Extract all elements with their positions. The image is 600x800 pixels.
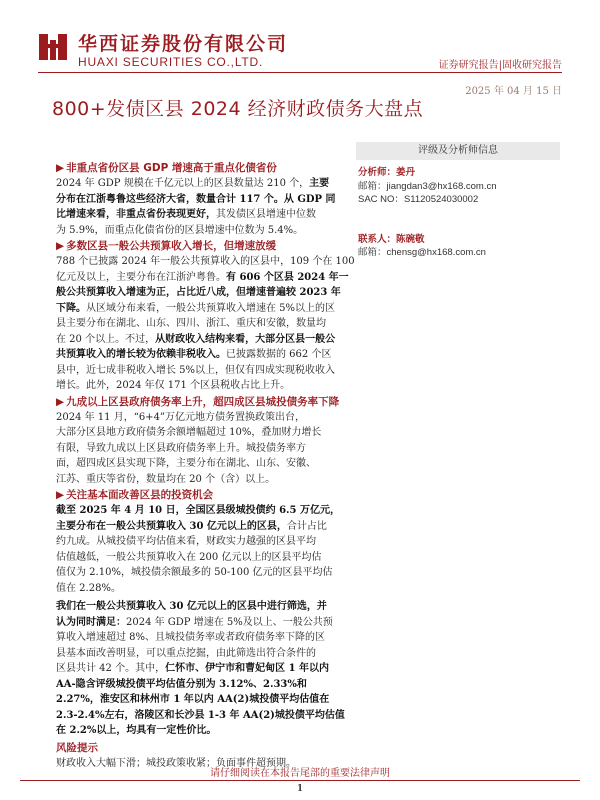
triangle-bullet-icon: ▶ [56,240,65,252]
body-text: 估值越低，一般公共预算收入在 200 亿元以上的区县平均估 [56,551,322,563]
body-text: 2024 年 11 月，“6+4”万亿元地方债务置换政策出台， [56,411,306,423]
body-text: 其发债区县增速中位数 [216,209,316,220]
sac-row [356,193,560,207]
footer-divider [20,780,580,781]
section-heading [56,238,360,254]
paragraph-line [56,646,360,662]
paragraph-line [56,285,360,301]
bold-text: 有 606 个区县 2024 年一 [226,271,349,283]
bold-text: 分布在江浙粤鲁这些经济大省，数量合计 117 个。从 GDP 同 [56,193,336,205]
body-text: 2024 年 GDP 规模在千亿元以上的区县数量达 210 个， [56,178,310,189]
bold-text: 截至 2025 年 4 月 10 日，全国区县级城投债约 6.5 万亿元， [56,505,340,516]
analyst-email-label: 邮箱： [358,180,387,192]
sidebar-title: 评级及分析师信息 [356,142,560,160]
body-text: 算收入增速超过 8%、且城投债务率或者政府债务率下降的区 [56,632,326,643]
legal-disclaimer-note: 请仔细阅读在本报告尾部的重要法律声明 [210,768,390,779]
bold-text: AA-隐含评级城投债平均估值分别为 3.12%、2.33%和 [56,678,307,690]
paragraph-line [56,347,360,363]
paragraph-line [56,534,360,550]
paragraph-line [56,661,360,677]
body-text: 合计占比 [286,520,327,532]
header-divider [38,72,562,73]
body-text: 788 个已披露 2024 年一般公共预算收入的区县中，109 个在 100 [56,256,355,267]
report-title: 800+发债区县 2024 经济财政债务大盘点 [52,98,424,120]
analyst-email[interactable]: jiangdan3@hx168.com.cn [386,180,497,192]
bold-text: 从财政收入结构来看，大部分区县一般公 [155,333,336,345]
main-content [56,160,360,771]
body-text: 增长。此外，2024 年仅 171 个区县税收占比上升。 [56,380,291,391]
analyst-name: 姜丹 [396,167,416,178]
contact-email[interactable]: chensg@hx168.com.cn [386,247,486,258]
bold-text: 我们在一般公共预算收入 30 亿元以上的区县中进行筛选，并 [56,601,327,612]
body-text: 有限，导致九成以上区县政府债务率上升。城投债务率方 [56,442,306,454]
analyst-label: 分析师： [358,167,397,178]
paragraph-line [56,565,360,581]
body-text: 值仅为 2.10%，城投债余额最多的 50-100 亿元的区县平均估 [56,567,333,578]
analyst-email-row [356,180,560,194]
paragraph-line [56,677,360,693]
bold-text: 2.3-2.4%左右，洛陵区和长沙县 1-3 年 AA(2)城投债平均估值 [56,709,345,721]
section-heading-text: 多数区县一般公共预算收入增长，但增速放缓 [66,240,277,252]
paragraph-line [56,630,360,646]
body-text: 值在 2.28%。 [56,582,121,594]
body-text: 2024 年 GDP 增速在 5%及以上、一般公共预 [126,616,333,628]
paragraph-line [56,332,360,348]
paragraph-line [56,519,360,535]
contact-row [356,233,560,247]
body-text: 为 5.9%，而重点化债省份的区县增速中位数为 5.4%。 [56,224,304,236]
report-type: 证券研究报告|固收研究报告 [438,60,562,71]
bold-text: 共预算收入的增长较为依赖非税收入。 [56,349,226,360]
contact-email-row [356,246,560,260]
paragraph-line [56,708,360,724]
paragraph-line [56,378,360,394]
paragraph-line [56,581,360,597]
analyst-row [356,166,560,180]
risk-heading: 风险提示 [56,741,98,754]
paragraph-line [56,223,360,239]
paragraph-line [56,692,360,708]
paragraph-line [56,425,360,441]
triangle-bullet-icon: ▶ [56,489,65,501]
company-name-en: HUAXI SECURITIES CO.,LTD. [78,55,264,69]
paragraph-line [56,550,360,566]
paragraph-line [56,207,360,223]
triangle-bullet-icon: ▶ [56,162,65,174]
sac-label: SAC NO： [358,194,404,205]
paragraph-line [56,270,360,286]
paragraph-line [56,599,360,615]
paragraph-line [56,301,360,317]
triangle-bullet-icon: ▶ [56,395,65,408]
body-text: 大部分区县地方政府债务余额增幅超过 10%，叠加财力增长 [56,427,322,438]
body-text: 约九成。从城投债平均估值来看，财政实力越强的区县平均 [56,536,316,547]
body-text: 面，超四成区县实现下降，主要分布在湖北、山东、安徽、 [56,458,316,469]
bold-text: 比增速来看，非重点省份表现更好， [56,209,216,220]
paragraph-line [56,254,360,270]
risk-text: 财政收入大幅下滑；城投政策收紧；负面事件超预期。 [56,757,296,769]
contact-label: 联系人： [358,233,397,245]
paragraph-line [56,363,360,379]
bold-text: 2.27%，淮安区和林州市 1 年以内 AA(2)城投债平均估值在 [56,694,330,705]
paragraph-line [56,615,360,631]
section-heading-text: 关注基本面改善区县的投资机会 [66,489,214,501]
paragraph-line [56,441,360,457]
body-text: 县中，近七成非税收入增长 5%以上，但仅有四成实现税收收入 [56,364,336,376]
paragraph-line [56,410,360,426]
contact-name: 陈碗敬 [396,233,425,245]
contact-email-label: 邮箱： [358,247,387,258]
page-number: 1 [296,784,304,794]
paragraph-line [56,316,360,332]
bold-text: 认为同时满足： [56,616,126,628]
paragraph-line [56,723,360,739]
body-text: 从区域分布来看，一般公共预算收入增速在 5%以上的区 [86,302,336,314]
body-text: 县基本面改善明显，可以重点挖掘，由此筛选出符合条件的 [56,647,316,659]
body-text: 已披露数据的 662 个区 [226,349,332,360]
body-text: 县主要分布在湖北、山东、四川、浙江、重庆和安徽，数量均 [56,318,326,329]
body-text: 区县共计 42 个。其中， [56,663,166,674]
section-heading-text: 非重点省份区县 GDP 增速高于重点化债省份 [66,162,277,174]
section-heading-text: 九成以上区县政府债务率上升，超四成区县城投债务率下降 [66,395,340,408]
bold-text: 主要 [309,178,330,189]
paragraph-line [56,456,360,472]
paragraph-line [56,192,360,208]
bold-text: 主要分布在一般公共预算收入 30 亿元以上的区县， [56,520,287,532]
bold-text: 仁怀市、伊宁市和曹妃甸区 1 年以内 [165,663,330,674]
body-text: 在 20 个以上。不过， [56,333,156,345]
huaxi-logo-icon [38,32,68,62]
report-date: 2025 年 04 月 15 日 [465,86,562,97]
section-heading [56,394,360,410]
body-text: 江苏、重庆等省份，数量均在 20 个（含）以上。 [56,473,276,485]
analyst-sidebar [356,142,560,260]
section-heading [56,487,360,503]
company-name-cn: 华西证券股份有限公司 [78,33,289,55]
sac-number: S1120524030002 [403,194,479,205]
bold-text: 下降。 [56,302,86,314]
body-text: 亿元及以上，主要分布在江浙沪粤鲁。 [56,271,226,283]
section-heading [56,160,360,176]
bold-text: 般公共预算收入增速为正，占比近八成，但增速普遍较 2023 年 [56,287,341,298]
bold-text: 在 2.2%以上，均具有一定性价比。 [56,725,217,736]
paragraph-line [56,176,360,192]
paragraph-line [56,472,360,488]
paragraph-line [56,503,360,519]
